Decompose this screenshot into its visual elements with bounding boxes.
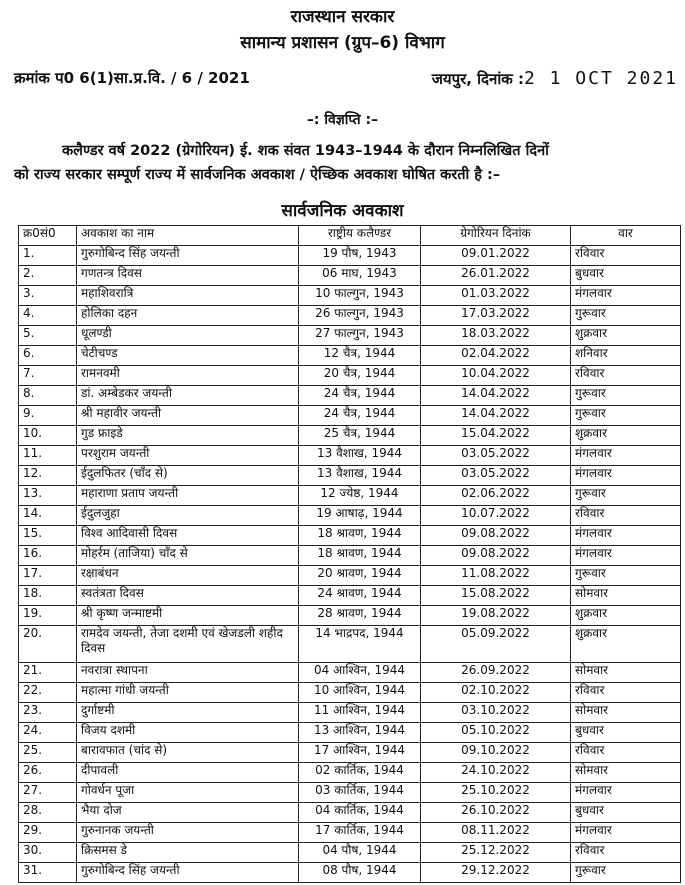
gregorian-date-cell: 25.10.2022	[421, 783, 571, 803]
national-date-cell: 11 आश्विन, 1944	[299, 703, 421, 723]
table-header-row	[19, 226, 681, 246]
national-date-cell: 26 फाल्गुन, 1943	[299, 306, 421, 326]
holiday-name-cell: परशुराम जयन्ती	[77, 446, 299, 466]
gregorian-date-cell: 08.11.2022	[421, 823, 571, 843]
national-date-cell: 13 वैशाख, 1944	[299, 446, 421, 466]
national-date-cell: 17 कार्तिक, 1944	[299, 823, 421, 843]
holiday-name-cell: ईदुलफितर (चाँद से)	[77, 466, 299, 486]
serial-cell: 10.	[19, 426, 77, 446]
table-row	[19, 406, 681, 426]
weekday-cell: बुधवार	[571, 266, 681, 286]
weekday-cell: मंगलवार	[571, 823, 681, 843]
gregorian-date-cell: 15.04.2022	[421, 426, 571, 446]
serial-cell: 14.	[19, 506, 77, 526]
holiday-name-cell: नवरात्रा स्थापना	[77, 663, 299, 683]
gregorian-date-cell: 03.05.2022	[421, 466, 571, 486]
national-date-cell: 12 चैत्र, 1944	[299, 346, 421, 366]
holiday-name-cell: होलिका दहन	[77, 306, 299, 326]
national-date-cell: 06 माघ, 1943	[299, 266, 421, 286]
table-row	[19, 366, 681, 386]
national-date-cell: 28 श्रावण, 1944	[299, 606, 421, 626]
holiday-name-cell: रक्षाबंधन	[77, 566, 299, 586]
national-date-cell: 27 फाल्गुन, 1943	[299, 326, 421, 346]
serial-cell: 8.	[19, 386, 77, 406]
weekday-cell: रविवार	[571, 506, 681, 526]
notice-title: –: विज्ञप्ति :–	[306, 112, 379, 128]
serial-cell: 29.	[19, 823, 77, 843]
national-date-cell: 10 फाल्गुन, 1943	[299, 286, 421, 306]
national-date-cell: 24 चैत्र, 1944	[299, 386, 421, 406]
weekday-cell: मंगलवार	[571, 286, 681, 306]
column-header-weekday: वार	[571, 226, 681, 246]
weekday-cell: सोमवार	[571, 663, 681, 683]
gregorian-date-cell: 10.04.2022	[421, 366, 571, 386]
weekday-cell: गुरूवार	[571, 863, 681, 883]
holiday-name-cell: मोहर्रम (ताजिया) चाँद से	[77, 546, 299, 566]
serial-cell: 4.	[19, 306, 77, 326]
table-row	[19, 606, 681, 626]
national-date-cell: 04 कार्तिक, 1944	[299, 803, 421, 823]
holiday-name-cell: रामनवमी	[77, 366, 299, 386]
gregorian-date-cell: 11.08.2022	[421, 566, 571, 586]
gregorian-date-cell: 05.10.2022	[421, 723, 571, 743]
weekday-cell: सोमवार	[571, 763, 681, 783]
national-date-cell: 04 पौष, 1944	[299, 843, 421, 863]
table-row	[19, 486, 681, 506]
serial-cell: 12.	[19, 466, 77, 486]
reference-number: क्रमांक प0 6(1)सा.प्र.वि. / 6 / 2021	[14, 69, 250, 87]
weekday-cell: गुरूवार	[571, 486, 681, 506]
holiday-name-cell: रामदेव जयन्ती, तेजा दशमी एवं खेजडली शहीद दिवस	[77, 626, 299, 663]
serial-cell: 23.	[19, 703, 77, 723]
weekday-cell: गुरूवार	[571, 566, 681, 586]
holiday-name-cell: महाशिवरात्रि	[77, 286, 299, 306]
column-header-holiday-name: अवकाश का नाम	[77, 226, 299, 246]
serial-cell: 6.	[19, 346, 77, 366]
weekday-cell: शनिवार	[571, 346, 681, 366]
table-row	[19, 723, 681, 743]
holiday-name-cell: महाराणा प्रताप जयन्ती	[77, 486, 299, 506]
serial-cell: 20.	[19, 626, 77, 663]
serial-cell: 11.	[19, 446, 77, 466]
national-date-cell: 19 पौष, 1943	[299, 246, 421, 266]
holiday-name-cell: क्रिसमस डे	[77, 843, 299, 863]
weekday-cell: शुक्रवार	[571, 426, 681, 446]
national-date-cell: 10 आश्विन, 1944	[299, 683, 421, 703]
weekday-cell: सोमवार	[571, 586, 681, 606]
weekday-cell: बुधवार	[571, 803, 681, 823]
table-row	[19, 626, 681, 663]
gregorian-date-cell: 09.01.2022	[421, 246, 571, 266]
table-row	[19, 286, 681, 306]
weekday-cell: बुधवार	[571, 723, 681, 743]
national-date-cell: 14 भाद्रपद, 1944	[299, 626, 421, 663]
gregorian-date-cell: 05.09.2022	[421, 626, 571, 663]
gregorian-date-cell: 18.03.2022	[421, 326, 571, 346]
holiday-name-cell: गुरुगोबिन्द सिंह जयन्ती	[77, 246, 299, 266]
national-date-cell: 13 आश्विन, 1944	[299, 723, 421, 743]
gregorian-date-cell: 02.10.2022	[421, 683, 571, 703]
gregorian-date-cell: 09.08.2022	[421, 526, 571, 546]
holiday-table	[18, 225, 681, 883]
gregorian-date-cell: 19.08.2022	[421, 606, 571, 626]
weekday-cell: शुक्रवार	[571, 326, 681, 346]
weekday-cell: गुरूवार	[571, 386, 681, 406]
gregorian-date-cell: 09.08.2022	[421, 546, 571, 566]
national-date-cell: 19 आषाढ़, 1944	[299, 506, 421, 526]
serial-cell: 3.	[19, 286, 77, 306]
serial-cell: 18.	[19, 586, 77, 606]
serial-cell: 9.	[19, 406, 77, 426]
gregorian-date-cell: 03.10.2022	[421, 703, 571, 723]
serial-cell: 2.	[19, 266, 77, 286]
holiday-name-cell: दीपावली	[77, 763, 299, 783]
national-date-cell: 18 श्रावण, 1944	[299, 526, 421, 546]
table-row	[19, 863, 681, 883]
table-row	[19, 506, 681, 526]
weekday-cell: शुक्रवार	[571, 626, 681, 663]
holiday-name-cell: महात्मा गांधी जयन्ती	[77, 683, 299, 703]
section-title: सार्वजनिक अवकाश	[281, 201, 404, 221]
weekday-cell: शुक्रवार	[571, 606, 681, 626]
gregorian-date-cell: 01.03.2022	[421, 286, 571, 306]
weekday-cell: रविवार	[571, 683, 681, 703]
government-name: राजस्थान सरकार	[290, 7, 395, 27]
serial-cell: 17.	[19, 566, 77, 586]
holiday-name-cell: गुड फ्राइडे	[77, 426, 299, 446]
gregorian-date-cell: 15.08.2022	[421, 586, 571, 606]
table-row	[19, 843, 681, 863]
table-row	[19, 803, 681, 823]
weekday-cell: मंगलवार	[571, 446, 681, 466]
table-row	[19, 266, 681, 286]
national-date-cell: 03 कार्तिक, 1944	[299, 783, 421, 803]
serial-cell: 24.	[19, 723, 77, 743]
gregorian-date-cell: 26.01.2022	[421, 266, 571, 286]
national-date-cell: 25 चैत्र, 1944	[299, 426, 421, 446]
national-date-cell: 12 ज्येष्ठ, 1944	[299, 486, 421, 506]
holiday-name-cell: ईदुलजुहा	[77, 506, 299, 526]
paragraph-line-2: को राज्य सरकार सम्पूर्ण राज्य में सार्वजनिक अवकाश / ऐच्छिक अवकाश घोषित करती है :–	[14, 167, 501, 183]
holiday-name-cell: गुरुनानक जयन्ती	[77, 823, 299, 843]
holiday-name-cell: गुरुगोबिन्द सिंह जयन्ती	[77, 863, 299, 883]
serial-cell: 7.	[19, 366, 77, 386]
table-row	[19, 426, 681, 446]
holiday-name-cell: श्री कृष्ण जन्माष्टमी	[77, 606, 299, 626]
holiday-name-cell: भैया दोज	[77, 803, 299, 823]
national-date-cell: 17 आश्विन, 1944	[299, 743, 421, 763]
table-row	[19, 683, 681, 703]
place-date-label: जयपुर, दिनांक :	[431, 70, 524, 88]
table-row	[19, 326, 681, 346]
table-row	[19, 386, 681, 406]
gregorian-date-cell: 14.04.2022	[421, 406, 571, 426]
holiday-name-cell: धूलण्डी	[77, 326, 299, 346]
gregorian-date-cell: 10.07.2022	[421, 506, 571, 526]
column-header-gregorian-date: ग्रेगोरियन दिनांक	[421, 226, 571, 246]
gregorian-date-cell: 24.10.2022	[421, 763, 571, 783]
weekday-cell: रविवार	[571, 366, 681, 386]
serial-cell: 16.	[19, 546, 77, 566]
weekday-cell: सोमवार	[571, 703, 681, 723]
weekday-cell: मंगलवार	[571, 546, 681, 566]
national-date-cell: 18 श्रावण, 1944	[299, 546, 421, 566]
weekday-cell: रविवार	[571, 843, 681, 863]
table-row	[19, 566, 681, 586]
holiday-name-cell: गोवर्धन पूजा	[77, 783, 299, 803]
holiday-name-cell: स्वतंत्रता दिवस	[77, 586, 299, 606]
serial-cell: 27.	[19, 783, 77, 803]
national-date-cell: 24 चैत्र, 1944	[299, 406, 421, 426]
table-row	[19, 763, 681, 783]
table-row	[19, 526, 681, 546]
holiday-name-cell: विश्व आदिवासी दिवस	[77, 526, 299, 546]
weekday-cell: रविवार	[571, 246, 681, 266]
table-row	[19, 586, 681, 606]
serial-cell: 15.	[19, 526, 77, 546]
paragraph-line-1: कलैण्डर वर्ष 2022 (ग्रेगोरियन) ई. शक संवत 1943–1944 के दौरान निम्नलिखित दिनों	[62, 143, 549, 159]
national-date-cell: 13 वैशाख, 1944	[299, 466, 421, 486]
serial-cell: 21.	[19, 663, 77, 683]
weekday-cell: मंगलवार	[571, 783, 681, 803]
serial-cell: 30.	[19, 843, 77, 863]
table-row	[19, 346, 681, 366]
holiday-name-cell: डां. अम्बेडकर जयन्ती	[77, 386, 299, 406]
place-date	[432, 68, 678, 89]
table-row	[19, 246, 681, 266]
date-stamp: 2 1 OCT 2021	[523, 68, 678, 89]
table-row	[19, 446, 681, 466]
table-row	[19, 703, 681, 723]
national-date-cell: 02 कार्तिक, 1944	[299, 763, 421, 783]
gregorian-date-cell: 14.04.2022	[421, 386, 571, 406]
gregorian-date-cell: 17.03.2022	[421, 306, 571, 326]
holiday-name-cell: श्री महावीर जयन्ती	[77, 406, 299, 426]
gregorian-date-cell: 26.09.2022	[421, 663, 571, 683]
national-date-cell: 24 श्रावण, 1944	[299, 586, 421, 606]
serial-cell: 1.	[19, 246, 77, 266]
serial-cell: 31.	[19, 863, 77, 883]
gregorian-date-cell: 03.05.2022	[421, 446, 571, 466]
gregorian-date-cell: 09.10.2022	[421, 743, 571, 763]
table-row	[19, 306, 681, 326]
table-row	[19, 546, 681, 566]
gregorian-date-cell: 02.06.2022	[421, 486, 571, 506]
serial-cell: 13.	[19, 486, 77, 506]
holiday-name-cell: गणतन्त्र दिवस	[77, 266, 299, 286]
column-header-serial: क्र0सं0	[19, 226, 77, 246]
national-date-cell: 08 पौष, 1944	[299, 863, 421, 883]
table-row	[19, 823, 681, 843]
national-date-cell: 04 आश्विन, 1944	[299, 663, 421, 683]
weekday-cell: गुरूवार	[571, 406, 681, 426]
table-row	[19, 466, 681, 486]
serial-cell: 25.	[19, 743, 77, 763]
serial-cell: 26.	[19, 763, 77, 783]
gregorian-date-cell: 26.10.2022	[421, 803, 571, 823]
table-row	[19, 743, 681, 763]
table-row	[19, 663, 681, 683]
serial-cell: 22.	[19, 683, 77, 703]
gregorian-date-cell: 02.04.2022	[421, 346, 571, 366]
serial-cell: 19.	[19, 606, 77, 626]
weekday-cell: गुरूवार	[571, 306, 681, 326]
holiday-name-cell: दुर्गाष्टमी	[77, 703, 299, 723]
gregorian-date-cell: 29.12.2022	[421, 863, 571, 883]
weekday-cell: मंगलवार	[571, 466, 681, 486]
department-name: सामान्य प्रशासन (ग्रुप–6) विभाग	[240, 33, 445, 53]
weekday-cell: मंगलवार	[571, 526, 681, 546]
serial-cell: 28.	[19, 803, 77, 823]
holiday-name-cell: चेटीचण्ड	[77, 346, 299, 366]
gregorian-date-cell: 25.12.2022	[421, 843, 571, 863]
serial-cell: 5.	[19, 326, 77, 346]
table-row	[19, 783, 681, 803]
weekday-cell: रविवार	[571, 743, 681, 763]
column-header-national-calendar: राष्ट्रीय कलैण्डर	[299, 226, 421, 246]
holiday-name-cell: बारावफात (चांद से)	[77, 743, 299, 763]
national-date-cell: 20 चैत्र, 1944	[299, 366, 421, 386]
holiday-name-cell: विजय दशमी	[77, 723, 299, 743]
national-date-cell: 20 श्रावण, 1944	[299, 566, 421, 586]
